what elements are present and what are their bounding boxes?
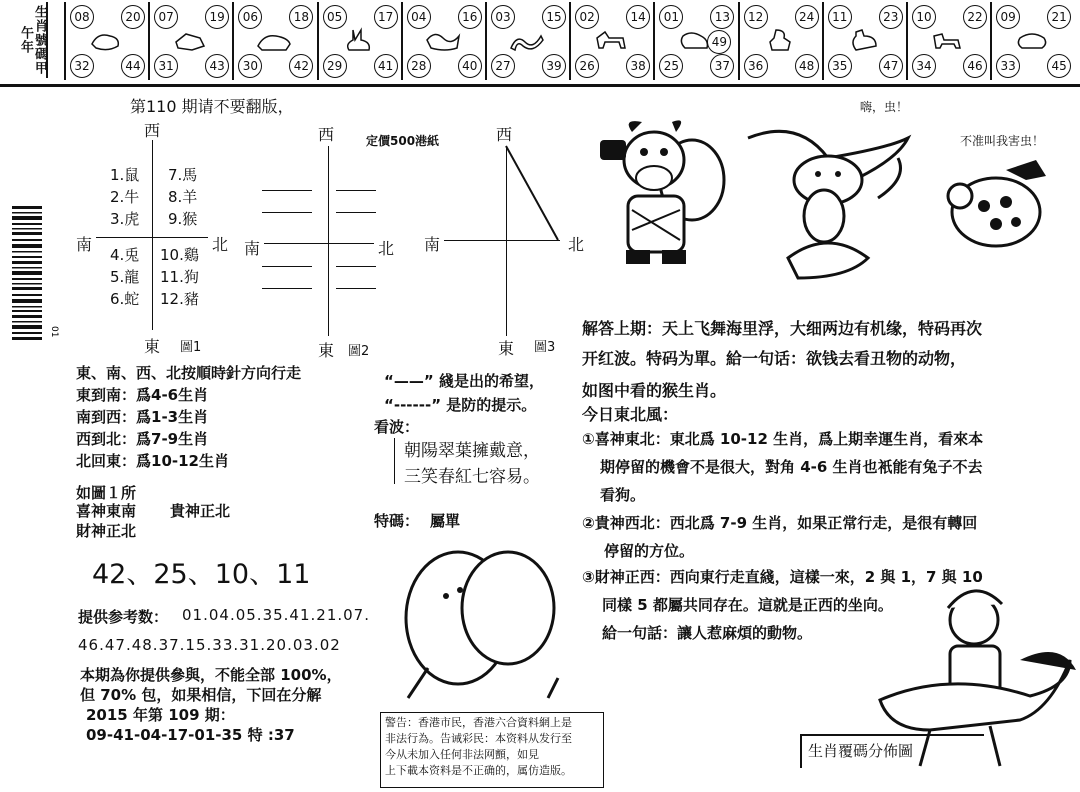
- warning-line2: 非法行為。告诫彩民：本资料从发行至: [385, 732, 572, 745]
- wave-line2: 三笑春紅七容易。: [404, 467, 540, 487]
- wave-label: 看波：: [374, 418, 420, 436]
- snake-icon: [509, 28, 545, 52]
- zodiac-cell-dragon: [401, 2, 485, 80]
- fig2-south: 南: [244, 239, 261, 258]
- rule-line: 南到西：爲1-3生肖: [76, 408, 209, 426]
- fig2-label: 圖2: [348, 344, 370, 359]
- wave-line1: 朝陽翠葉擁戴意，: [404, 441, 540, 461]
- zodiac-cell-horse: [569, 2, 653, 80]
- notice-line1: 本期為你提供參與，不能全部 100%，: [80, 666, 342, 684]
- zodiac-list-item: 1.鼠: [110, 166, 140, 184]
- cow-cartoon-icon: [592, 110, 732, 276]
- zodiac-number: 32: [70, 54, 94, 78]
- zodiac-cell-rooster: [822, 2, 906, 80]
- answer-item1a: ①喜神東北：東北爲 10-12 生肖，爲上期幸運生肖，看來本: [582, 430, 984, 448]
- warning-box: [380, 712, 604, 788]
- zodiac-number: 07: [154, 5, 178, 29]
- zodiac-number: 46: [963, 54, 987, 78]
- zodiac-list-item: 6.蛇: [110, 290, 140, 308]
- ox-icon: [172, 28, 208, 52]
- horse-icon: [593, 28, 629, 52]
- answer-p3: 如图中看的猴生肖。: [582, 381, 727, 400]
- zodiac-cell-rabbit: [317, 2, 401, 80]
- zodiac-number: 28: [407, 54, 431, 78]
- zodiac-list-item: 2.牛: [110, 188, 140, 206]
- fig3-west: 西: [496, 125, 513, 144]
- fig2-solid-line: [262, 288, 312, 289]
- legend-solid: “——” 綫是出的希望，: [384, 372, 544, 390]
- barcode-icon: [12, 206, 59, 346]
- notice-line4: 09-41-04-17-01-35 特 :37: [86, 726, 295, 744]
- dragon-icon: [425, 28, 461, 52]
- zodiac-number: 08: [70, 5, 94, 29]
- zodiac-number: 25: [659, 54, 683, 78]
- answer-item2b: 停留的方位。: [604, 542, 695, 560]
- main-numbers: 42、25、10、11: [92, 559, 311, 590]
- fig3-north: 北: [568, 235, 585, 254]
- fig2-west: 西: [318, 125, 335, 144]
- zodiac-list-item: 10.鷄: [160, 246, 199, 264]
- zodiac-list-item: 9.猴: [168, 210, 198, 228]
- fig1-east: 東: [144, 337, 161, 356]
- zodiac-list-item: 7.馬: [168, 166, 198, 184]
- answer-item3c: 給一句話：讓人惹麻煩的動物。: [602, 624, 813, 642]
- zodiac-number: 41: [374, 54, 398, 78]
- zodiac-number: 36: [744, 54, 768, 78]
- zodiac-distribution-note: 生肖覆碼分佈圖: [800, 734, 984, 768]
- rules-intro: 東、南、西、北按順時針方向行走: [76, 364, 302, 382]
- zodiac-cell-ox: [148, 2, 232, 80]
- fig1-horizontal-axis: [96, 237, 208, 238]
- goat-icon: [677, 28, 713, 52]
- zodiac-list-item: 5.龍: [110, 268, 140, 286]
- fig3-south: 南: [424, 235, 441, 254]
- zodiac-number: 42: [289, 54, 313, 78]
- answer-item3a: ③財神正西：西向東行走直綫，這樣一來，2 與 1，7 與 10: [582, 568, 983, 586]
- zodiac-number: 44: [121, 54, 145, 78]
- zodiac-number: 20: [121, 5, 145, 29]
- zodiac-number: 19: [205, 5, 229, 29]
- rabbit-icon: [341, 28, 377, 52]
- fig1-label: 圖1: [180, 340, 202, 355]
- zodiac-number: 34: [912, 54, 936, 78]
- zodiac-number: 06: [238, 5, 262, 29]
- zodiac-number: 45: [1047, 54, 1071, 78]
- notice-line2: 但 70% 包，如果相信，下回在分解: [80, 686, 322, 704]
- warning-line3: 今从未加入任何非法网顫，如見: [385, 748, 539, 761]
- answer-p4: 今日東北風：: [582, 405, 679, 424]
- fig2-solid-line: [336, 288, 376, 289]
- answer-item1b: 期停留的機會不是很大，對角 4-6 生肖也衹能有兔子不去: [600, 458, 983, 476]
- joy-god: 喜神東南: [76, 502, 137, 520]
- zodiac-number: 39: [542, 54, 566, 78]
- dog-icon: [930, 28, 966, 52]
- rule-line: 西到北：爲7-9生肖: [76, 430, 209, 448]
- zodiac-number: 33: [996, 54, 1020, 78]
- rule-line: 北回東：爲10-12生肖: [76, 452, 229, 470]
- zodiac-number: 12: [744, 5, 768, 29]
- answer-p1: 解答上期：天上飞舞海里浮，大细两边有机缘，特码再次: [582, 319, 983, 338]
- zodiac-list-item: 4.兎: [110, 246, 140, 264]
- fig2-solid-line: [336, 266, 376, 267]
- sheep-cartoon-icon: [398, 548, 582, 704]
- reference-line2-clip: [78, 636, 368, 654]
- zodiac-number: 09: [996, 5, 1020, 29]
- zodiac-list-item: 3.虎: [110, 210, 140, 228]
- rabbit-cartoon-icon: [738, 118, 928, 278]
- zodiac-cell-pig: [990, 2, 1074, 80]
- issue-line: 第110 期请不要翻版，: [130, 97, 294, 116]
- zodiac-strip: [0, 0, 1080, 87]
- zodiac-number: 10: [912, 5, 936, 29]
- wave-divider: [394, 438, 395, 484]
- fig1-west: 西: [144, 121, 161, 140]
- special-label: 特碼：: [374, 512, 420, 530]
- zodiac-number: 23: [879, 5, 903, 29]
- answer-item1c: 看狗。: [600, 486, 646, 504]
- fig2-solid-line: [262, 190, 312, 191]
- zodiac-number: 29: [323, 54, 347, 78]
- fig2-east: 東: [318, 341, 335, 360]
- answer-p4-clip: [582, 402, 782, 424]
- reference-line1: 01.04.05.35.41.21.07.: [182, 606, 370, 624]
- legend-dashed: “------” 是防的提示。: [384, 396, 537, 414]
- zodiac-list-item: 8.羊: [168, 188, 198, 206]
- answer-item2a: ②貴神西北：西北爲 7-9 生肖，如果正常行走，是很有轉回: [582, 514, 978, 532]
- zodiac-number: 35: [828, 54, 852, 78]
- wealth-god: 財神正北: [76, 522, 137, 540]
- fig3-diagonal-line: [500, 140, 570, 250]
- zodiac-number-extra: 49: [707, 30, 731, 54]
- zodiac-number: 05: [323, 5, 347, 29]
- zodiac-number: 38: [626, 54, 650, 78]
- zodiac-number: 01: [659, 5, 683, 29]
- fig-reference: 如圖１所: [76, 484, 137, 502]
- fig1-vertical-axis: [152, 140, 153, 330]
- zodiac-number: 15: [542, 5, 566, 29]
- ladybug-cartoon-icon: [936, 150, 1066, 260]
- price-label: 定價500港紙: [366, 134, 440, 148]
- warning-line1: 警告：香港市民，香港六合資料網上是: [385, 716, 572, 729]
- zodiac-number: 26: [575, 54, 599, 78]
- zodiac-number: 13: [710, 5, 734, 29]
- zodiac-number: 47: [879, 54, 903, 78]
- zodiac-list-item: 12.豬: [160, 290, 199, 308]
- zodiac-number: 18: [289, 5, 313, 29]
- fig3-east: 東: [498, 339, 515, 358]
- zodiac-cell-goat: [653, 2, 737, 80]
- zodiac-number: 30: [238, 54, 262, 78]
- fig2-solid-line: [336, 190, 376, 191]
- monkey-icon: [762, 28, 798, 52]
- zodiac-number: 40: [458, 54, 482, 78]
- fig1-north: 北: [212, 235, 229, 254]
- zodiac-number: 31: [154, 54, 178, 78]
- rat-icon: [88, 28, 124, 52]
- fig2-vertical-axis: [328, 146, 329, 336]
- fig2-horizontal-axis: [264, 243, 374, 244]
- fig1-south: 南: [76, 235, 93, 254]
- warning-line4: 上下載本资料是不正确的，属仿造版。: [385, 764, 572, 777]
- zodiac-number: 37: [710, 54, 734, 78]
- rooster-icon: [846, 28, 882, 52]
- zodiac-number: 27: [491, 54, 515, 78]
- tiger-icon: [256, 28, 292, 52]
- cartoon-bubble1: 嗨，虫！: [860, 100, 909, 114]
- zodiac-number: 16: [458, 5, 482, 29]
- cartoon-bubble2: 不准叫我害虫！: [960, 134, 1045, 148]
- zodiac-cell-monkey: [738, 2, 822, 80]
- zodiac-number: 22: [963, 5, 987, 29]
- fig2-solid-line: [262, 212, 312, 213]
- fig2-solid-line: [336, 212, 376, 213]
- zodiac-number: 21: [1047, 5, 1071, 29]
- zodiac-number: 03: [491, 5, 515, 29]
- rule-line: 東到南：爲4-6生肖: [76, 386, 209, 404]
- zodiac-cell-dog: [906, 2, 990, 80]
- fig2-north: 北: [378, 239, 395, 258]
- answer-item3b: 同樣 5 都屬共同存在。這就是正西的坐向。: [602, 596, 893, 614]
- zodiac-number: 17: [374, 5, 398, 29]
- answer-p2: 开红波。特码为單。給一句话：欲钱去看丑物的动物，: [582, 349, 967, 368]
- zodiac-number: 48: [795, 54, 819, 78]
- zodiac-cell-rat: [64, 2, 148, 80]
- answer-item1a-clip: [582, 428, 1078, 450]
- special-value: 屬單: [430, 512, 461, 530]
- notice-line3: 2015 年第 109 期：: [86, 706, 235, 724]
- reference-label: 提供参考数：: [78, 608, 169, 626]
- strip-title: 生肖號碼甲午年: [2, 2, 48, 78]
- fig2-solid-line: [262, 266, 312, 267]
- zodiac-number: 24: [795, 5, 819, 29]
- zodiac-cell-snake: [485, 2, 569, 80]
- zodiac-number: 02: [575, 5, 599, 29]
- reference-line2: 46.47.48.37.15.33.31.20.03.02: [78, 636, 341, 654]
- zodiac-number: 14: [626, 5, 650, 29]
- noble-god: 貴神正北: [170, 502, 231, 520]
- zodiac-list-item: 11.狗: [160, 268, 199, 286]
- zodiac-cell-tiger: [232, 2, 316, 80]
- svg-text:01: 01: [49, 326, 59, 338]
- zodiac-number: 11: [828, 5, 852, 29]
- fig3-label: 圖3: [534, 340, 556, 355]
- pig-icon: [1014, 28, 1050, 52]
- zodiac-number: 43: [205, 54, 229, 78]
- zodiac-number: 04: [407, 5, 431, 29]
